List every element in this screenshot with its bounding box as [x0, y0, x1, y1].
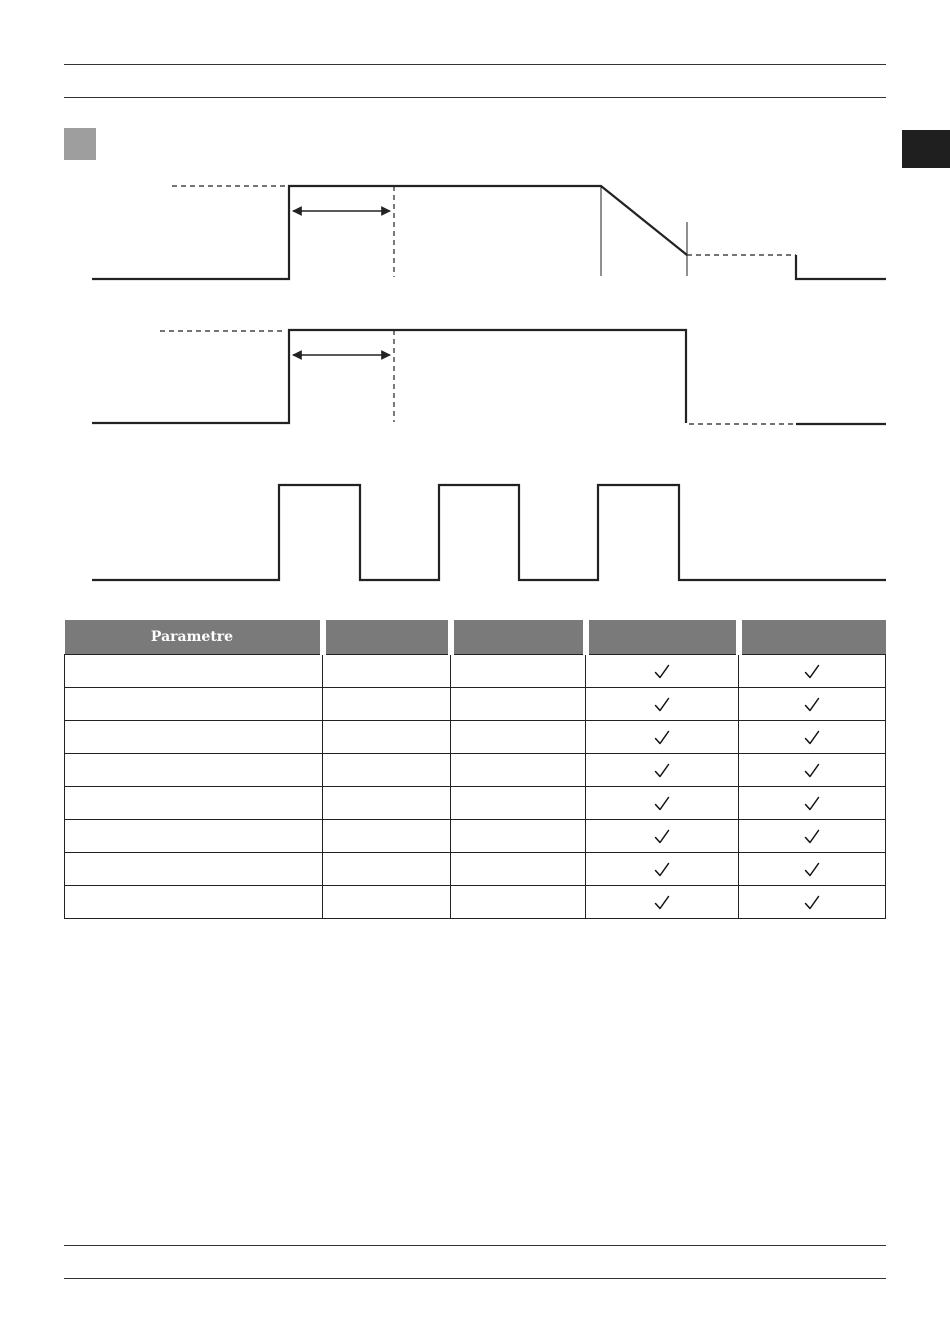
table-row	[65, 754, 886, 787]
check-icon	[803, 861, 821, 879]
check-icon	[653, 828, 671, 846]
waveform-step	[92, 330, 886, 424]
header-rule-top	[64, 64, 886, 65]
table-row	[65, 688, 886, 721]
value-cell-2	[451, 787, 586, 820]
value-cell-2	[451, 688, 586, 721]
header-col-2	[451, 620, 586, 655]
value-cell-3	[586, 655, 739, 688]
waveform-ramp-line	[92, 186, 687, 279]
value-cell-4	[739, 820, 886, 853]
value-cell-1	[323, 754, 451, 787]
value-cell-4	[739, 787, 886, 820]
value-cell-4	[739, 886, 886, 919]
parameter-name-cell	[65, 688, 323, 721]
check-icon	[803, 828, 821, 846]
table-row	[65, 853, 886, 886]
value-cell-2	[451, 853, 586, 886]
value-cell-4	[739, 721, 886, 754]
table-row	[65, 721, 886, 754]
waveform-ramp	[92, 186, 886, 279]
header-rule-bottom	[64, 97, 886, 98]
value-cell-3	[586, 886, 739, 919]
value-cell-3	[586, 787, 739, 820]
check-icon	[653, 696, 671, 714]
value-cell-3	[586, 853, 739, 886]
parameter-name-cell	[65, 787, 323, 820]
parameter-name-cell	[65, 820, 323, 853]
parameter-table	[64, 620, 886, 919]
value-cell-1	[323, 820, 451, 853]
check-icon	[803, 663, 821, 681]
value-cell-1	[323, 886, 451, 919]
header-col-4	[739, 620, 886, 655]
value-cell-4	[739, 853, 886, 886]
check-icon	[803, 729, 821, 747]
parameter-name-cell	[65, 886, 323, 919]
table-row	[65, 787, 886, 820]
check-icon	[803, 894, 821, 912]
value-cell-2	[451, 886, 586, 919]
timing-diagram	[0, 160, 950, 600]
table-row	[65, 655, 886, 688]
footer-rule-top	[64, 1245, 886, 1246]
value-cell-1	[323, 688, 451, 721]
value-cell-1	[323, 853, 451, 886]
value-cell-3	[586, 721, 739, 754]
check-icon	[803, 762, 821, 780]
footer-rule-bottom	[64, 1278, 886, 1279]
check-icon	[653, 894, 671, 912]
value-cell-4	[739, 688, 886, 721]
waveform-ramp-tail	[796, 255, 886, 279]
table-row	[65, 886, 886, 919]
value-cell-1	[323, 721, 451, 754]
check-icon	[653, 795, 671, 813]
waveform-step-line	[92, 330, 686, 423]
value-cell-2	[451, 721, 586, 754]
value-cell-1	[323, 787, 451, 820]
check-icon	[803, 696, 821, 714]
check-icon	[803, 795, 821, 813]
value-cell-4	[739, 655, 886, 688]
section-marker	[64, 128, 96, 160]
parameter-name-cell	[65, 721, 323, 754]
check-icon	[653, 861, 671, 879]
check-icon	[653, 663, 671, 681]
check-icon	[653, 729, 671, 747]
check-icon	[653, 762, 671, 780]
table-row	[65, 820, 886, 853]
waveform-pulse	[92, 485, 886, 580]
value-cell-1	[323, 655, 451, 688]
parameter-name-cell	[65, 655, 323, 688]
parameter-name-cell	[65, 754, 323, 787]
value-cell-2	[451, 754, 586, 787]
value-cell-3	[586, 820, 739, 853]
header-parametre: Parametre	[65, 620, 323, 655]
value-cell-3	[586, 688, 739, 721]
header-col-3	[586, 620, 739, 655]
value-cell-3	[586, 754, 739, 787]
header-col-1	[323, 620, 451, 655]
value-cell-4	[739, 754, 886, 787]
value-cell-2	[451, 655, 586, 688]
waveform-pulse-line	[92, 485, 886, 580]
value-cell-2	[451, 820, 586, 853]
parameter-name-cell	[65, 853, 323, 886]
table-header-row	[65, 620, 886, 655]
